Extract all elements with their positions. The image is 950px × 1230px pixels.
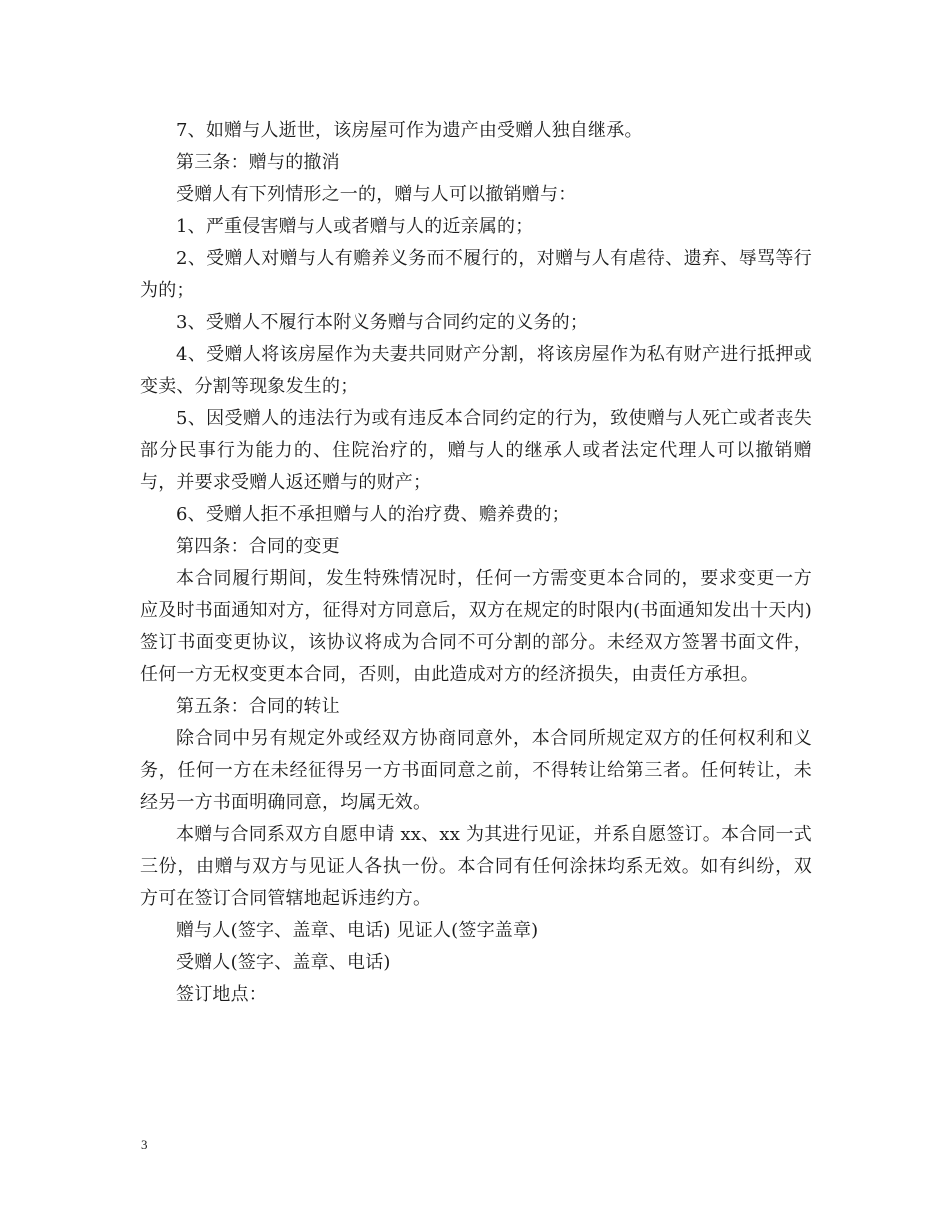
article-4-heading: 第四条：合同的变更 [176,536,340,557]
page-number: 3 [141,1137,148,1152]
paragraph-revocation-item-2: 2、受赠人对赠与人有赡养义务而不履行的，对赠与人有虐待、遗弃、辱骂等行为的； [140,248,812,301]
paragraph-revocation-item-6: 6、受赠人拒不承担赠与人的治疗费、赡养费的； [176,504,570,525]
paragraph-revocation-item-3: 3、受赠人不履行本附义务赠与合同约定的义务的； [176,312,589,333]
article-5-heading: 第五条：合同的转让 [176,696,340,717]
document-body [140,115,812,1011]
paragraph-revocation-item-5: 5、因受赠人的违法行为或有违反本合同约定的行为，致使赠与人死亡或者丧失部分民事行为能力的、住院治疗的，赠与人的继承人或者法定代理人可以撤销赠与，并要求受赠人返还赠与的财产； [140,408,812,493]
signature-line-donor-witness: 赠与人(签字、盖章、电话) 见证人(签字盖章) [176,920,539,941]
paragraph-witness-statement: 本赠与合同系双方自愿申请 xx、xx 为其进行见证，并系自愿签订。本合同一式三份，由赠与双方与见证人各执一份。本合同有任何涂抹均系无效。如有纠纷，双方可在签订合同管辖地起诉违约方。 [140,824,812,909]
paragraph-clause-7: 7、如赠与人逝世，该房屋可作为遗产由受赠人独自继承。 [176,120,643,141]
article-3-heading: 第三条：赠与的撤消 [176,152,340,173]
paragraph-contract-transfer: 除合同中另有规定外或经双方协商同意外，本合同所规定双方的任何权利和义务，任何一方在未经征得另一方书面同意之前，不得转让给第三者。任何转让，未经另一方书面明确同意，均属无效。 [140,728,812,813]
paragraph-revocation-intro: 受赠人有下列情形之一的，赠与人可以撤销赠与： [176,184,577,205]
paragraph-revocation-item-1: 1、严重侵害赠与人或者赠与人的近亲属的； [176,216,534,237]
paragraph-revocation-item-4: 4、受赠人将该房屋作为夫妻共同财产分割，将该房屋作为私有财产进行抵押或变卖、分割等现象发生的； [140,344,812,397]
paragraph-contract-modification: 本合同履行期间，发生特殊情况时，任何一方需变更本合同的，要求变更一方应及时书面通知对方，征得对方同意后，双方在规定的时限内(书面通知发出十天内)签订书面变更协议，该协议将成为合同不可分割的部分。未经双方签署书面文件，任何一方无权变更本合同，否则，由此造成对方的经济损失，由责任方承担。 [140,568,812,685]
signature-line-donee: 受赠人(签字、盖章、电话) [176,952,391,973]
signing-location-line: 签订地点： [176,984,267,1005]
